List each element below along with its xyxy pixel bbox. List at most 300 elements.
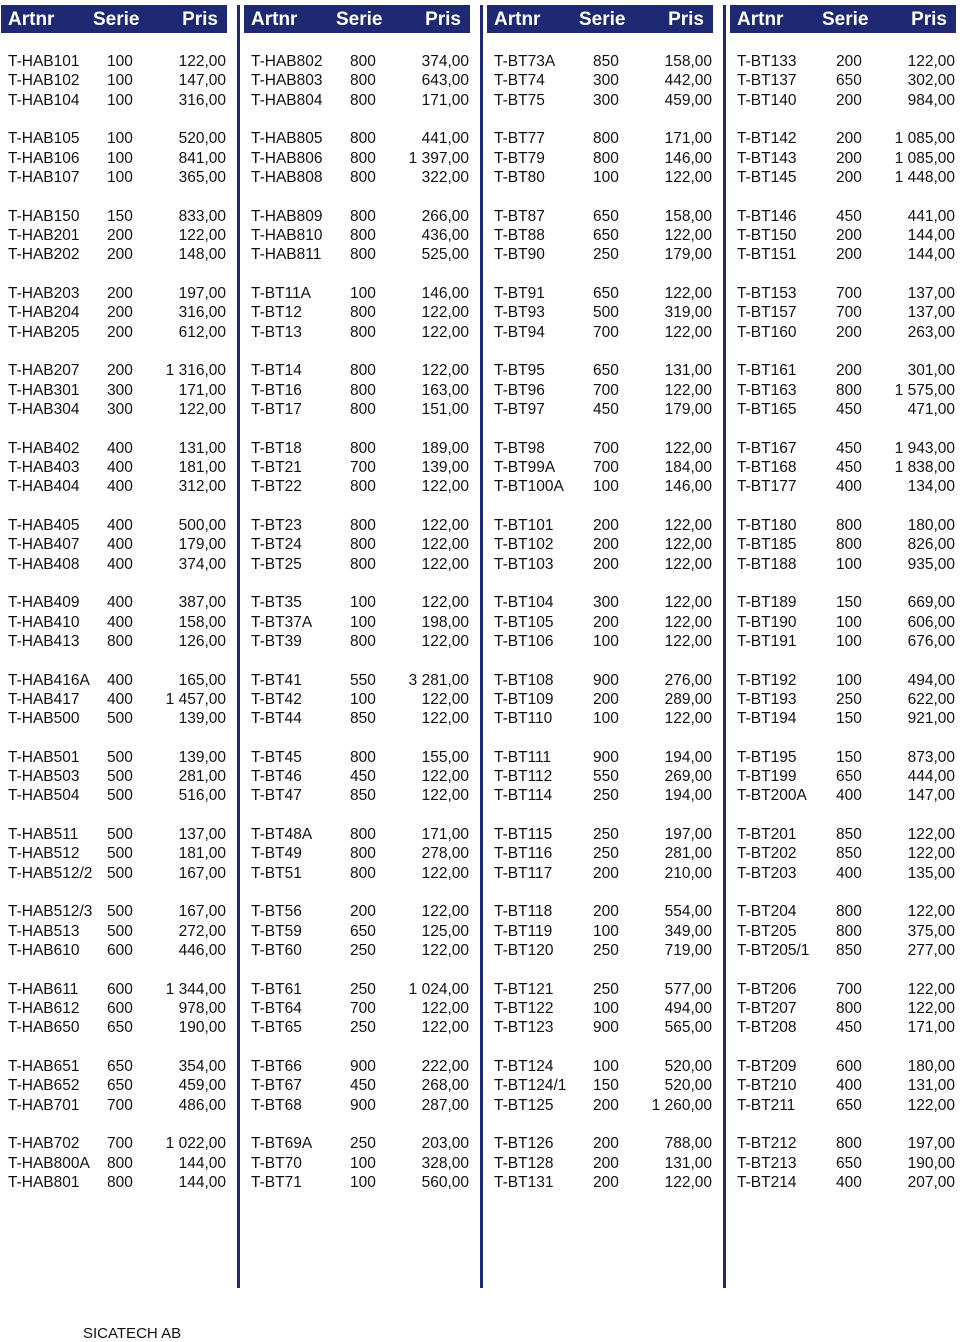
cell-serie: 550 xyxy=(593,768,619,786)
cell-pris: 122,00 xyxy=(421,903,469,921)
header-artnr: Artnr xyxy=(8,9,55,30)
cell-serie: 800 xyxy=(350,516,376,534)
cell-pris: 316,00 xyxy=(178,304,226,322)
cell-serie: 400 xyxy=(107,690,133,708)
cell-artnr: T-BT65 xyxy=(251,1019,302,1037)
cell-artnr: T-HAB409 xyxy=(8,594,80,612)
table-row xyxy=(1,400,227,419)
cell-artnr: T-BT214 xyxy=(737,1174,797,1192)
table-row xyxy=(487,980,713,999)
cell-serie: 100 xyxy=(593,168,619,186)
cell-serie: 600 xyxy=(836,1058,862,1076)
cell-pris: 122,00 xyxy=(421,710,469,728)
table-row xyxy=(244,458,470,477)
cell-artnr: T-HAB701 xyxy=(8,1096,80,1114)
table-row xyxy=(244,439,470,458)
cell-serie: 300 xyxy=(593,91,619,109)
cell-serie: 200 xyxy=(593,516,619,534)
table-row xyxy=(730,864,956,883)
cell-serie: 500 xyxy=(107,845,133,863)
table-row xyxy=(487,999,713,1018)
cell-pris: 207,00 xyxy=(907,1174,955,1192)
cell-pris: 122,00 xyxy=(178,226,226,244)
cell-artnr: T-BT46 xyxy=(251,768,302,786)
cell-artnr: T-BT119 xyxy=(494,922,553,940)
cell-pris: 1 943,00 xyxy=(894,439,955,457)
table-row xyxy=(244,593,470,612)
cell-pris: 146,00 xyxy=(421,284,469,302)
cell-serie: 100 xyxy=(107,53,133,70)
cell-serie: 100 xyxy=(350,690,376,708)
cell-artnr: T-BT66 xyxy=(251,1058,302,1076)
price-column xyxy=(730,5,956,1288)
header-serie: Serie xyxy=(93,9,140,30)
cell-artnr: T-BT93 xyxy=(494,304,545,322)
table-row xyxy=(730,323,956,342)
table-row xyxy=(244,980,470,999)
table-row xyxy=(487,458,713,477)
table-row xyxy=(244,168,470,187)
cell-serie: 250 xyxy=(350,980,376,998)
cell-artnr: T-BT104 xyxy=(494,594,554,612)
cell-pris: 1 085,00 xyxy=(894,149,955,167)
cell-serie: 500 xyxy=(107,826,133,844)
table-row xyxy=(487,690,713,709)
cell-artnr: T-HAB801 xyxy=(8,1174,80,1192)
cell-serie: 400 xyxy=(107,458,133,476)
cell-artnr: T-HAB202 xyxy=(8,246,80,264)
cell-artnr: T-BT137 xyxy=(737,72,797,90)
cell-serie: 300 xyxy=(593,72,619,90)
table-row xyxy=(487,149,713,168)
cell-artnr: T-HAB201 xyxy=(8,226,80,244)
cell-artnr: T-BT205 xyxy=(737,922,797,940)
cell-pris: 122,00 xyxy=(664,632,712,650)
cell-artnr: T-BT96 xyxy=(494,381,545,399)
table-row xyxy=(730,168,956,187)
cell-pris: 122,00 xyxy=(664,381,712,399)
cell-artnr: T-BT95 xyxy=(494,362,545,380)
cell-serie: 800 xyxy=(350,478,376,496)
table-row xyxy=(730,690,956,709)
cell-artnr: T-BT213 xyxy=(737,1154,797,1172)
cell-pris: 181,00 xyxy=(178,458,226,476)
cell-serie: 650 xyxy=(836,72,862,90)
cell-serie: 700 xyxy=(593,439,619,457)
table-row xyxy=(244,767,470,786)
cell-serie: 200 xyxy=(836,149,862,167)
cell-serie: 300 xyxy=(593,594,619,612)
cell-artnr: T-HAB104 xyxy=(8,91,80,109)
table-row xyxy=(1,71,227,90)
cell-artnr: T-BT39 xyxy=(251,632,302,650)
cell-artnr: T-BT18 xyxy=(251,439,302,457)
cell-pris: 486,00 xyxy=(178,1096,226,1114)
cell-serie: 400 xyxy=(836,1077,862,1095)
footer-company: SICATECH AB xyxy=(83,1325,182,1342)
cell-artnr: T-BT165 xyxy=(737,400,797,418)
table-row xyxy=(1,284,227,303)
cell-pris: 1 085,00 xyxy=(894,130,955,148)
cell-pris: 268,00 xyxy=(421,1077,469,1095)
cell-pris: 122,00 xyxy=(421,787,469,805)
cell-pris: 194,00 xyxy=(664,787,712,805)
cell-pris: 277,00 xyxy=(907,942,955,960)
cell-pris: 122,00 xyxy=(421,478,469,496)
cell-serie: 900 xyxy=(350,1058,376,1076)
cell-pris: 144,00 xyxy=(178,1154,226,1172)
cell-artnr: T-BT90 xyxy=(494,246,545,264)
table-row xyxy=(487,284,713,303)
cell-serie: 100 xyxy=(593,922,619,940)
cell-artnr: T-BT25 xyxy=(251,555,302,573)
cell-serie: 200 xyxy=(593,555,619,573)
column-header xyxy=(244,5,470,33)
cell-serie: 800 xyxy=(593,130,619,148)
table-row xyxy=(730,844,956,863)
cell-pris: 676,00 xyxy=(907,632,955,650)
table-row xyxy=(487,303,713,322)
price-column xyxy=(487,5,713,1288)
table-row xyxy=(244,613,470,632)
cell-pris: 375,00 xyxy=(907,922,955,940)
table-row xyxy=(1,52,227,71)
cell-serie: 850 xyxy=(836,826,862,844)
cell-serie: 450 xyxy=(350,1077,376,1095)
cell-artnr: T-BT105 xyxy=(494,613,554,631)
table-row xyxy=(1,91,227,110)
cell-pris: 122,00 xyxy=(664,439,712,457)
cell-artnr: T-BT188 xyxy=(737,555,797,573)
table-row xyxy=(730,535,956,554)
cell-serie: 650 xyxy=(593,207,619,225)
cell-serie: 450 xyxy=(836,1019,862,1037)
cell-pris: 122,00 xyxy=(421,768,469,786)
cell-pris: 841,00 xyxy=(178,149,226,167)
cell-pris: 122,00 xyxy=(664,1174,712,1192)
cell-serie: 400 xyxy=(836,864,862,882)
cell-pris: 122,00 xyxy=(421,536,469,554)
cell-pris: 281,00 xyxy=(664,845,712,863)
cell-serie: 800 xyxy=(836,381,862,399)
cell-pris: 198,00 xyxy=(421,613,469,631)
cell-artnr: T-BT211 xyxy=(737,1096,796,1114)
table-row xyxy=(1,149,227,168)
table-row xyxy=(1,1096,227,1115)
cell-pris: 322,00 xyxy=(421,168,469,186)
cell-serie: 100 xyxy=(593,1058,619,1076)
cell-pris: 554,00 xyxy=(664,903,712,921)
cell-artnr: T-BT207 xyxy=(737,1000,797,1018)
cell-pris: 137,00 xyxy=(907,284,955,302)
cell-artnr: T-BT22 xyxy=(251,478,302,496)
cell-artnr: T-BT203 xyxy=(737,864,797,882)
cell-serie: 100 xyxy=(593,710,619,728)
cell-pris: 278,00 xyxy=(421,845,469,863)
cell-pris: 144,00 xyxy=(907,226,955,244)
cell-serie: 800 xyxy=(350,362,376,380)
cell-artnr: T-BT106 xyxy=(494,632,554,650)
table-row xyxy=(1,516,227,535)
cell-artnr: T-BT185 xyxy=(737,536,797,554)
cell-artnr: T-HAB512/2 xyxy=(8,864,93,882)
cell-serie: 800 xyxy=(350,91,376,109)
cell-serie: 150 xyxy=(107,207,133,225)
cell-artnr: T-HAB207 xyxy=(8,362,80,380)
table-row xyxy=(1,168,227,187)
cell-serie: 100 xyxy=(107,149,133,167)
cell-artnr: T-BT168 xyxy=(737,458,797,476)
cell-pris: 387,00 xyxy=(178,594,226,612)
cell-artnr: T-BT121 xyxy=(494,980,554,998)
cell-serie: 100 xyxy=(107,168,133,186)
table-row xyxy=(244,1154,470,1173)
cell-artnr: T-BT193 xyxy=(737,690,797,708)
table-row xyxy=(730,91,956,110)
cell-artnr: T-HAB405 xyxy=(8,516,80,534)
cell-pris: 131,00 xyxy=(664,1154,712,1172)
table-row xyxy=(487,1173,713,1192)
cell-serie: 150 xyxy=(836,594,862,612)
table-row xyxy=(730,767,956,786)
table-row xyxy=(1,323,227,342)
cell-pris: 494,00 xyxy=(664,1000,712,1018)
cell-serie: 250 xyxy=(350,1019,376,1037)
table-row xyxy=(244,303,470,322)
cell-serie: 700 xyxy=(836,304,862,322)
cell-serie: 500 xyxy=(107,903,133,921)
table-row xyxy=(730,458,956,477)
table-row xyxy=(487,825,713,844)
cell-serie: 800 xyxy=(350,226,376,244)
cell-serie: 800 xyxy=(350,246,376,264)
table-row xyxy=(730,52,956,71)
cell-pris: 158,00 xyxy=(178,613,226,631)
table-row xyxy=(730,516,956,535)
cell-serie: 400 xyxy=(836,478,862,496)
cell-serie: 200 xyxy=(836,323,862,341)
cell-serie: 650 xyxy=(836,768,862,786)
cell-serie: 650 xyxy=(836,1154,862,1172)
table-row xyxy=(1,439,227,458)
table-row xyxy=(1,207,227,226)
cell-artnr: T-BT160 xyxy=(737,323,797,341)
cell-artnr: T-BT118 xyxy=(494,903,553,921)
cell-serie: 600 xyxy=(107,1000,133,1018)
table-row xyxy=(244,1057,470,1076)
cell-pris: 122,00 xyxy=(178,400,226,418)
table-row xyxy=(1,1173,227,1192)
table-row xyxy=(244,284,470,303)
table-row xyxy=(1,361,227,380)
cell-serie: 200 xyxy=(593,1174,619,1192)
cell-artnr: T-HAB408 xyxy=(8,555,80,573)
cell-serie: 800 xyxy=(107,632,133,650)
table-row xyxy=(1,786,227,805)
cell-artnr: T-BT97 xyxy=(494,400,545,418)
header-artnr: Artnr xyxy=(251,9,298,30)
cell-pris: 147,00 xyxy=(178,72,226,90)
cell-pris: 122,00 xyxy=(421,1000,469,1018)
cell-artnr: T-BT190 xyxy=(737,613,797,631)
cell-serie: 700 xyxy=(836,980,862,998)
header-pris: Pris xyxy=(182,9,218,30)
cell-artnr: T-BT91 xyxy=(494,284,545,302)
cell-artnr: T-BT45 xyxy=(251,748,302,766)
table-row xyxy=(730,613,956,632)
cell-serie: 400 xyxy=(836,1174,862,1192)
table-row xyxy=(1,129,227,148)
table-row xyxy=(487,207,713,226)
table-row xyxy=(244,129,470,148)
table-row xyxy=(730,748,956,767)
table-row xyxy=(244,922,470,941)
cell-serie: 800 xyxy=(350,323,376,341)
table-row xyxy=(244,245,470,264)
cell-pris: 316,00 xyxy=(178,91,226,109)
cell-artnr: T-HAB804 xyxy=(251,91,323,109)
table-row xyxy=(1,593,227,612)
cell-artnr: T-BT44 xyxy=(251,710,302,728)
table-row xyxy=(730,1018,956,1037)
table-row xyxy=(244,361,470,380)
cell-artnr: T-HAB800A xyxy=(8,1154,90,1172)
cell-pris: 122,00 xyxy=(664,168,712,186)
cell-artnr: T-BT37A xyxy=(251,613,313,631)
cell-pris: 135,00 xyxy=(907,864,955,882)
cell-pris: 494,00 xyxy=(907,671,955,689)
cell-artnr: T-HAB301 xyxy=(8,381,80,399)
cell-artnr: T-BT201 xyxy=(737,826,797,844)
cell-serie: 150 xyxy=(836,748,862,766)
header-pris: Pris xyxy=(911,9,947,30)
cell-serie: 200 xyxy=(593,1135,619,1153)
cell-pris: 122,00 xyxy=(907,1096,955,1114)
column-divider xyxy=(723,5,726,1288)
table-row xyxy=(1,825,227,844)
cell-serie: 850 xyxy=(350,787,376,805)
table-row xyxy=(244,71,470,90)
cell-pris: 122,00 xyxy=(907,826,955,844)
cell-serie: 800 xyxy=(107,1154,133,1172)
cell-serie: 250 xyxy=(593,787,619,805)
cell-pris: 144,00 xyxy=(178,1174,226,1192)
cell-serie: 800 xyxy=(350,826,376,844)
cell-serie: 900 xyxy=(593,1019,619,1037)
cell-pris: 122,00 xyxy=(421,864,469,882)
cell-pris: 1 316,00 xyxy=(165,362,226,380)
cell-pris: 122,00 xyxy=(664,594,712,612)
cell-artnr: T-BT51 xyxy=(251,864,302,882)
table-row xyxy=(244,902,470,921)
cell-serie: 200 xyxy=(593,536,619,554)
cell-serie: 100 xyxy=(350,613,376,631)
cell-serie: 700 xyxy=(350,458,376,476)
cell-artnr: T-HAB610 xyxy=(8,942,80,960)
table-row xyxy=(1,941,227,960)
cell-artnr: T-HAB413 xyxy=(8,632,80,650)
cell-serie: 500 xyxy=(107,710,133,728)
cell-serie: 150 xyxy=(593,1077,619,1095)
table-row xyxy=(487,71,713,90)
cell-serie: 500 xyxy=(107,922,133,940)
cell-artnr: T-HAB304 xyxy=(8,400,80,418)
cell-serie: 800 xyxy=(836,1000,862,1018)
cell-serie: 100 xyxy=(593,632,619,650)
table-row xyxy=(1,303,227,322)
cell-serie: 500 xyxy=(107,864,133,882)
cell-pris: 179,00 xyxy=(664,246,712,264)
cell-artnr: T-BT195 xyxy=(737,748,797,766)
cell-pris: 171,00 xyxy=(907,1019,955,1037)
table-row xyxy=(244,91,470,110)
cell-pris: 577,00 xyxy=(664,980,712,998)
table-row xyxy=(244,400,470,419)
cell-pris: 719,00 xyxy=(664,942,712,960)
cell-artnr: T-BT114 xyxy=(494,787,553,805)
cell-pris: 184,00 xyxy=(664,458,712,476)
header-serie: Serie xyxy=(822,9,869,30)
cell-serie: 100 xyxy=(350,1154,376,1172)
cell-serie: 100 xyxy=(593,1000,619,1018)
cell-artnr: T-BT60 xyxy=(251,942,302,960)
cell-pris: 197,00 xyxy=(178,284,226,302)
cell-artnr: T-HAB504 xyxy=(8,787,80,805)
column-divider xyxy=(237,5,240,1288)
cell-serie: 850 xyxy=(593,53,619,70)
cell-serie: 800 xyxy=(350,864,376,882)
cell-serie: 150 xyxy=(836,710,862,728)
table-row xyxy=(487,516,713,535)
table-row xyxy=(730,922,956,941)
cell-artnr: T-HAB105 xyxy=(8,130,80,148)
cell-pris: 222,00 xyxy=(421,1058,469,1076)
cell-artnr: T-BT88 xyxy=(494,226,545,244)
cell-pris: 354,00 xyxy=(178,1058,226,1076)
cell-artnr: T-HAB404 xyxy=(8,478,80,496)
cell-serie: 100 xyxy=(836,555,862,573)
cell-serie: 400 xyxy=(107,613,133,631)
cell-artnr: T-BT124 xyxy=(494,1058,554,1076)
cell-artnr: T-BT205/1 xyxy=(737,942,810,960)
table-row xyxy=(730,1057,956,1076)
cell-pris: 146,00 xyxy=(664,478,712,496)
cell-pris: 516,00 xyxy=(178,787,226,805)
table-row xyxy=(244,207,470,226)
cell-pris: 520,00 xyxy=(178,130,226,148)
cell-artnr: T-BT108 xyxy=(494,671,554,689)
cell-pris: 122,00 xyxy=(664,323,712,341)
cell-artnr: T-HAB811 xyxy=(251,246,322,264)
cell-pris: 471,00 xyxy=(907,400,955,418)
cell-pris: 137,00 xyxy=(907,304,955,322)
cell-artnr: T-BT204 xyxy=(737,903,797,921)
table-row xyxy=(1,1154,227,1173)
table-row xyxy=(487,477,713,496)
cell-artnr: T-HAB402 xyxy=(8,439,80,457)
cell-pris: 459,00 xyxy=(664,91,712,109)
cell-serie: 700 xyxy=(350,1000,376,1018)
cell-pris: 122,00 xyxy=(421,942,469,960)
table-row xyxy=(244,709,470,728)
header-pris: Pris xyxy=(425,9,461,30)
cell-artnr: T-BT192 xyxy=(737,671,797,689)
cell-pris: 137,00 xyxy=(178,826,226,844)
cell-artnr: T-BT47 xyxy=(251,787,302,805)
column-header xyxy=(487,5,713,33)
table-row xyxy=(730,825,956,844)
cell-artnr: T-BT128 xyxy=(494,1154,554,1172)
